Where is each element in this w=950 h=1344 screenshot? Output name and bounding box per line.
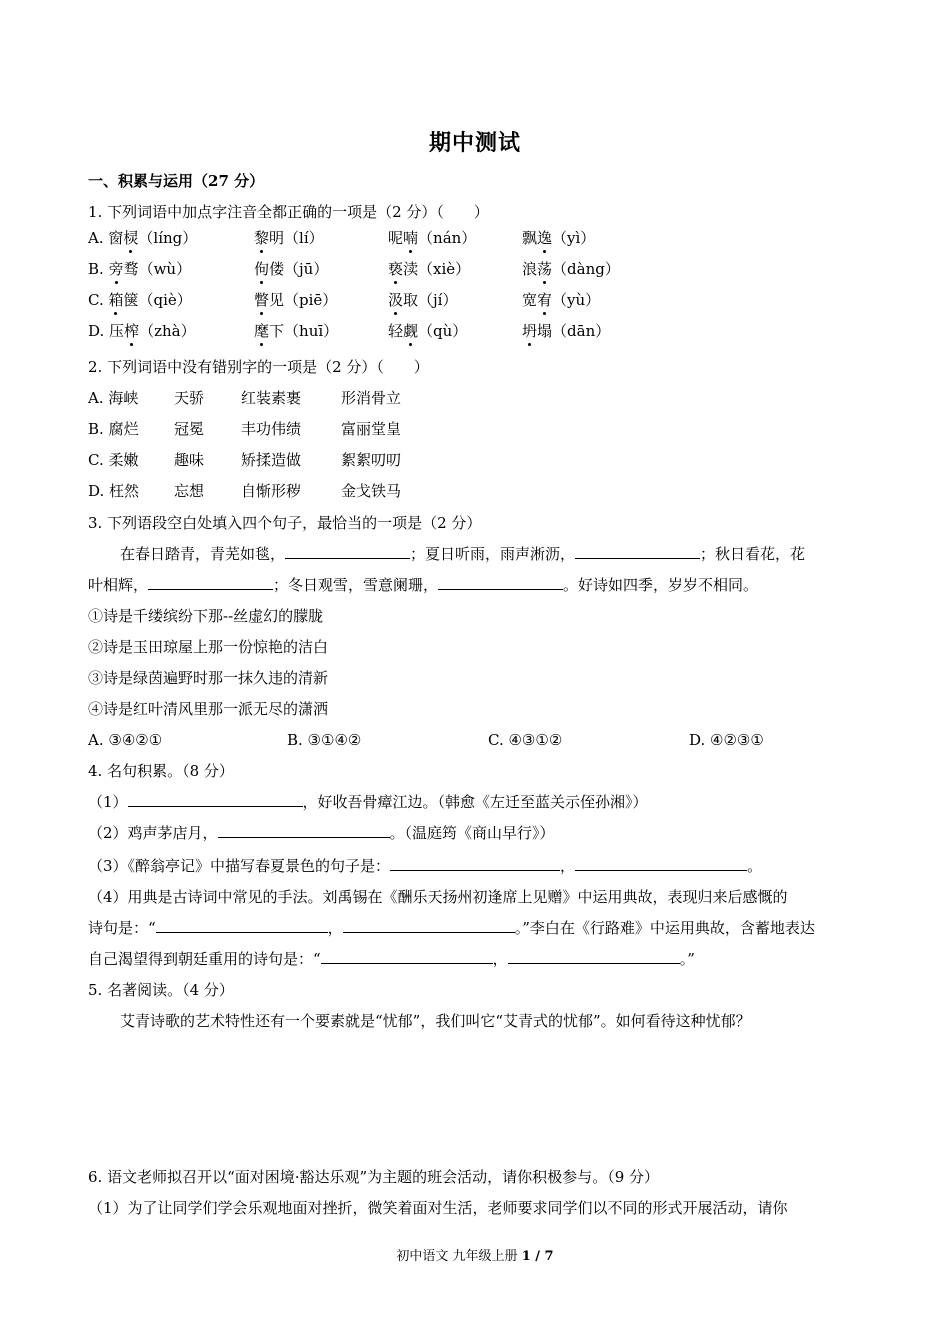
word-part: 取 (403, 291, 419, 309)
q4-item-4-line-3 (88, 949, 695, 969)
page-number: 1 / 7 (521, 1249, 554, 1264)
pinyin: （líng） (138, 229, 198, 247)
dotted-character: 逸 (537, 229, 553, 247)
option-label: B. (88, 420, 109, 438)
footer-text: 初中语文 九年级上册 (396, 1249, 522, 1264)
word-part: 渎 (403, 260, 419, 278)
fill-blank[interactable] (128, 792, 303, 807)
q4-text: ， (560, 857, 576, 875)
option-label: A. (88, 229, 109, 247)
q1-option-item (388, 321, 467, 341)
section-heading: 一、积累与运用（27 分） (88, 172, 265, 190)
q2-stem: 2. 下列词语中没有错别字的一项是（2 分）（ ） (88, 358, 429, 376)
q4-text: ，好收吾骨瘴江边。（韩愈《左迁至蓝关示侄孙湘》） (302, 793, 648, 811)
q5-answer-area[interactable] (88, 1040, 863, 1160)
option-label: C. (88, 451, 109, 469)
q4-text: 。 (747, 857, 763, 875)
pinyin: （zhà） (139, 322, 196, 340)
q4-text: 。” (679, 950, 695, 968)
q3-sentence-2: ②诗是玉田琼屋上那一份惊艳的洁白 (88, 638, 329, 656)
pinyin: （jí） (418, 291, 458, 309)
q3-sentence-1: ①诗是千缕缤纷下那--丝虚幻的朦胧 (88, 607, 324, 625)
fill-blank[interactable] (575, 544, 700, 559)
q3-text: ；冬日观雪，雪意阑珊， (273, 576, 439, 594)
pinyin: （qù） (418, 322, 468, 340)
word-part: 见 (269, 291, 285, 309)
q2-option-item (174, 481, 204, 501)
dotted-character: 荡 (537, 260, 553, 278)
q2-option-item (341, 388, 401, 408)
word-part: 呢 (388, 229, 404, 247)
q1-option-item (522, 290, 600, 310)
q4-item-3 (88, 856, 762, 876)
dotted-character: 旁 (108, 260, 124, 278)
q4-text: 。（温庭筠《商山早行》） (389, 824, 555, 842)
q2-option-item[interactable] (88, 481, 139, 501)
dotted-character: 榨 (124, 322, 140, 340)
word: 矫揉造做 (241, 451, 302, 469)
q3-option-a[interactable]: A. ③④②① (88, 731, 163, 749)
q3-sentence-4: ④诗是红叶清风里那一派无尽的潇洒 (88, 700, 329, 718)
dotted-character: 箱 (108, 291, 124, 309)
q2-option-item[interactable] (88, 388, 138, 408)
q4-text: 。”李白在《行路难》中运用典故，含蓄地表达 (514, 919, 815, 937)
q2-option-item (174, 388, 204, 408)
q2-option-item (341, 450, 401, 470)
word: 趣味 (174, 451, 205, 469)
word: 柔嫩 (108, 451, 139, 469)
dotted-character: 麾 (254, 322, 270, 340)
pinyin: （qiè） (138, 291, 192, 309)
word-part: 窗 (108, 229, 124, 247)
q1-option-item (254, 228, 324, 248)
q2-option-item (341, 419, 401, 439)
word: 枉然 (109, 482, 140, 500)
q6-item-1: （1）为了让同学们学会乐观地面对挫折，微笑着面对生活，老师要求同学们以不同的形式开展活动，请你 (88, 1199, 788, 1217)
word: 絮絮叨叨 (341, 451, 402, 469)
q4-text: ， (492, 950, 508, 968)
q3-text: 。好诗如四季，岁岁不相同。 (563, 576, 759, 594)
q3-sentence-3: ③诗是绿茵遍野时那一抹久违的清新 (88, 669, 329, 687)
q5-body: 艾青诗歌的艺术特性还有一个要素就是“忧郁”，我们叫它“艾青式的忧郁”。如何看待这种忧郁？ (120, 1012, 751, 1030)
q2-option-item[interactable] (88, 450, 139, 470)
word-part: 浪 (522, 260, 538, 278)
word-part: 明 (269, 229, 285, 247)
fill-blank[interactable] (148, 575, 273, 590)
q4-item-2 (88, 823, 555, 843)
fill-blank[interactable] (575, 856, 747, 871)
q1-option-item[interactable] (88, 321, 196, 341)
word: 冠冕 (174, 420, 205, 438)
q4-text: （2）鸡声茅店月， (88, 824, 218, 842)
option-label: A. (88, 389, 109, 407)
dotted-character: 汲 (388, 291, 404, 309)
q3-passage-line-2 (88, 575, 758, 595)
q4-stem: 4. 名句积累。（8 分） (88, 762, 234, 780)
dotted-character: 宥 (537, 291, 553, 309)
fill-blank[interactable] (321, 949, 493, 964)
q3-text: ；秋日看花，花 (700, 545, 806, 563)
fill-blank[interactable] (343, 918, 515, 933)
q5-stem: 5. 名著阅读。（4 分） (88, 981, 234, 999)
q1-option-item[interactable] (88, 290, 192, 310)
fill-blank[interactable] (508, 949, 680, 964)
option-label: C. (88, 291, 109, 309)
dotted-character: 佝 (254, 260, 270, 278)
pinyin: （lí） (284, 229, 324, 247)
q1-option-item (388, 259, 470, 279)
q4-item-4-line-2 (88, 918, 815, 938)
q1-option-item (388, 228, 476, 248)
word-part: 轻 (388, 322, 404, 340)
pinyin: （yù） (552, 291, 601, 309)
page-title: 期中测试 (428, 130, 521, 156)
q2-option-item (341, 481, 401, 501)
q3-option-d[interactable]: D. ④②③① (689, 731, 764, 749)
word: 忘想 (174, 482, 205, 500)
word-part: 压 (109, 322, 125, 340)
pinyin: （dàng） (552, 260, 620, 278)
word: 形消骨立 (341, 389, 402, 407)
q3-text: 在春日踏青，青芜如毯， (120, 545, 286, 563)
option-label: D. (88, 482, 110, 500)
word-part: 宽 (522, 291, 538, 309)
word-part: 骛 (123, 260, 139, 278)
page-footer (0, 1245, 950, 1264)
q1-option-item (254, 259, 328, 279)
q3-passage-line-1 (120, 544, 805, 564)
dotted-character: 黎 (254, 229, 270, 247)
option-label: D. (88, 322, 110, 340)
word: 金戈铁马 (341, 482, 402, 500)
dotted-character: 坍 (522, 322, 538, 340)
pinyin: （xiè） (418, 260, 471, 278)
q4-text: ， (327, 919, 343, 937)
q1-option-item (254, 290, 337, 310)
pinyin: （dān） (552, 322, 611, 340)
q3-text: ；夏日听雨，雨声淅沥， (410, 545, 576, 563)
pinyin: （nán） (418, 229, 477, 247)
q3-stem: 3. 下列语段空白处填入四个句子，最恰当的一项是（2 分） (88, 514, 482, 532)
word: 富丽堂皇 (341, 420, 402, 438)
word-part: 下 (269, 322, 285, 340)
q2-option-item (174, 419, 204, 439)
word: 自惭形秽 (241, 482, 302, 500)
word: 腐烂 (108, 420, 139, 438)
q2-option-item (174, 450, 204, 470)
q2-option-item (241, 450, 301, 470)
word-part: 箧 (123, 291, 139, 309)
fill-blank[interactable] (218, 823, 390, 838)
q4-item-4: （4）用典是古诗词中常见的手法。刘禹锡在《酬乐天扬州初逢席上见赠》中运用典故，表现归来后感慨的 (88, 888, 788, 906)
word-part: 偻 (269, 260, 285, 278)
option-label: B. (88, 260, 109, 278)
dotted-character: 觑 (403, 322, 419, 340)
q4-text: （3）《醉翁亭记》中描写春夏景色的句子是： (88, 857, 391, 875)
q2-option-item[interactable] (88, 419, 139, 439)
q6-stem: 6. 语文老师拟召开以“面对困境·豁达乐观”为主题的班会活动，请你积极参与。（9 分） (88, 1168, 659, 1186)
q2-option-item (241, 388, 301, 408)
q1-option-item (254, 321, 338, 341)
q2-option-item (241, 481, 301, 501)
q2-option-item (241, 419, 301, 439)
word: 红装素裹 (241, 389, 302, 407)
dotted-character: 喃 (403, 229, 419, 247)
q3-option-b[interactable]: B. ③①④② (287, 731, 362, 749)
word: 丰功伟绩 (241, 420, 302, 438)
word-part: 塌 (537, 322, 553, 340)
pinyin: （wù） (138, 260, 192, 278)
q3-option-c[interactable]: C. ④③①② (488, 731, 563, 749)
q4-item-1 (88, 792, 648, 812)
q1-option-item[interactable] (88, 228, 197, 248)
q1-option-item (388, 290, 457, 310)
dotted-character: 瞥 (254, 291, 270, 309)
q1-option-item (522, 321, 610, 341)
fill-blank[interactable] (438, 575, 563, 590)
q4-text: 诗句是：“ (88, 919, 156, 937)
q1-option-item[interactable] (88, 259, 191, 279)
fill-blank[interactable] (285, 544, 410, 559)
word: 海峡 (108, 389, 139, 407)
q1-option-item (522, 228, 595, 248)
q3-text: 叶相辉， (88, 576, 149, 594)
word-part: 飘 (522, 229, 538, 247)
pinyin: （jū） (284, 260, 329, 278)
q4-text: 自己渴望得到朝廷重用的诗句是：“ (88, 950, 321, 968)
pinyin: （huī） (284, 322, 339, 340)
q1-option-item (522, 259, 620, 279)
fill-blank[interactable] (390, 856, 560, 871)
dotted-character: 亵 (388, 260, 404, 278)
pinyin: （piē） (284, 291, 338, 309)
q1-stem: 1. 下列词语中加点字注音全都正确的一项是（2 分）（ ） (88, 203, 489, 221)
word: 天骄 (174, 389, 205, 407)
q4-text: （1） (88, 793, 128, 811)
pinyin: （yì） (552, 229, 596, 247)
fill-blank[interactable] (156, 918, 328, 933)
dotted-character: 棂 (123, 229, 139, 247)
